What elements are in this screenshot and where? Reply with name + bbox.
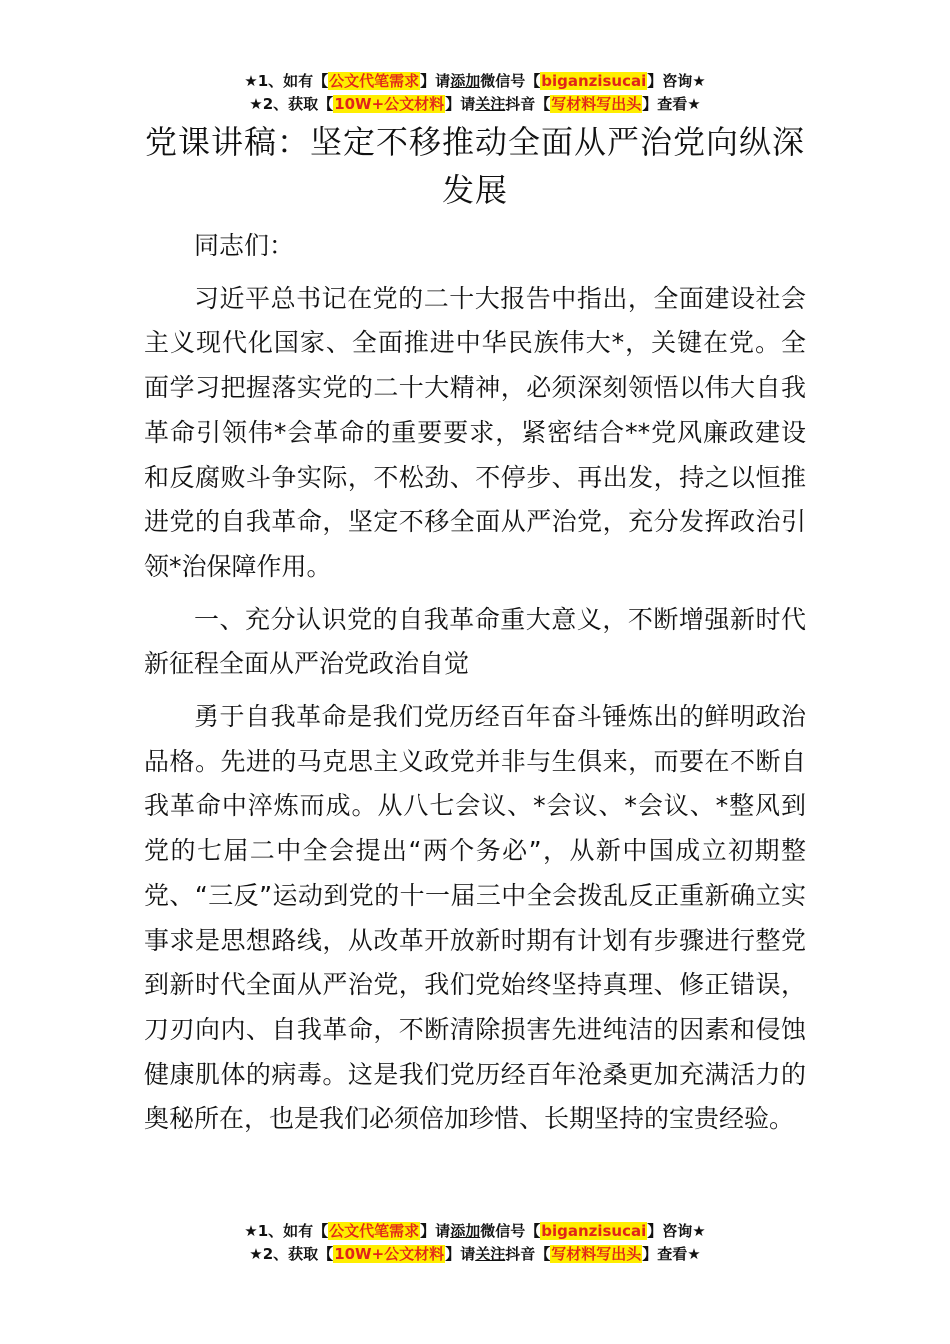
banner-highlight: 写材料写出头 <box>551 1245 642 1263</box>
banner-text: 】咨询★ <box>647 72 706 90</box>
banner-text: 】查看★ <box>642 95 701 113</box>
banner-highlight: 公文代笔需求 <box>329 72 420 90</box>
banner-highlight: biganzisucai <box>541 1222 647 1240</box>
banner-text: 抖音【 <box>505 1245 551 1263</box>
banner-underline: 添加 <box>450 1222 481 1240</box>
banner-text: 】请 <box>420 72 451 90</box>
banner-highlight: biganzisucai <box>541 72 647 90</box>
banner-text: 微信号【 <box>480 1222 541 1240</box>
banner-text: 】请 <box>445 95 476 113</box>
banner-highlight: 公文代笔需求 <box>329 1222 420 1240</box>
banner-text: 】请 <box>420 1222 451 1240</box>
banner-text: ★2、获取【 <box>249 1245 334 1263</box>
banner-underline: 关注 <box>475 1245 506 1263</box>
banner-line-1 <box>0 1220 950 1243</box>
document-body <box>144 224 806 1142</box>
banner-text: ★2、获取【 <box>249 95 334 113</box>
paragraph: 习近平总书记在党的二十大报告中指出，全面建设社会主义现代化国家、全面推进中华民族伟大*，关键在党。全面学习把握落实党的二十大精神，必须深刻领悟以伟大自我革命引领伟*会革命的重要要求，紧密结合**党风廉政建设和反腐败斗争实际，不松劲、不停步、再出发，持之以恒推进党的自我革命，坚定不移全面从严治党，充分发挥政治引领*治保障作用。 <box>144 283 806 581</box>
banner-line-2 <box>0 1243 950 1266</box>
banner-underline: 关注 <box>475 95 506 113</box>
section-heading: 一、充分认识党的自我革命重大意义，不断增强新时代新征程全面从严治党政治自觉 <box>144 604 806 679</box>
banner-highlight: 写材料写出头 <box>551 95 642 113</box>
banner-text: 】咨询★ <box>647 1222 706 1240</box>
banner-text: ★1、如有【 <box>244 1222 329 1240</box>
banner-line-2 <box>0 93 950 116</box>
banner-underline: 添加 <box>450 72 481 90</box>
banner-text: 】查看★ <box>642 1245 701 1263</box>
banner-text: 】请 <box>445 1245 476 1263</box>
top-banner <box>0 70 950 116</box>
paragraph: 勇于自我革命是我们党历经百年奋斗锤炼出的鲜明政治品格。先进的马克思主义政党并非与生俱来，而要在不断自我革命中淬炼而成。从八七会议、*会议、*会议、*整风到党的七届二中全会提出“两个务必”，从新中国成立初期整党、“三反”运动到党的十一届三中全会拨乱反正重新确立实事求是思想路线，从改革开放新时期有计划有步骤进行整党到新时代全面从严治党，我们党始终坚持真理、修正错误，刀刃向内、自我革命，不断清除损害先进纯洁的因素和侵蚀健康肌体的病毒。这是我们党历经百年沧桑更加充满活力的奥秘所在，也是我们必须倍加珍惜、长期坚持的宝贵经验。 <box>144 702 806 1134</box>
banner-highlight: 10W+公文材料 <box>334 1245 445 1263</box>
banner-text: ★1、如有【 <box>244 72 329 90</box>
banner-line-1 <box>0 70 950 93</box>
banner-text: 抖音【 <box>505 95 551 113</box>
document-title: 党课讲稿：坚定不移推动全面从严治党向纵深发展 <box>144 123 805 209</box>
bottom-banner <box>0 1220 950 1266</box>
salutation: 同志们： <box>194 231 295 260</box>
banner-text: 微信号【 <box>480 72 541 90</box>
banner-highlight: 10W+公文材料 <box>334 95 445 113</box>
